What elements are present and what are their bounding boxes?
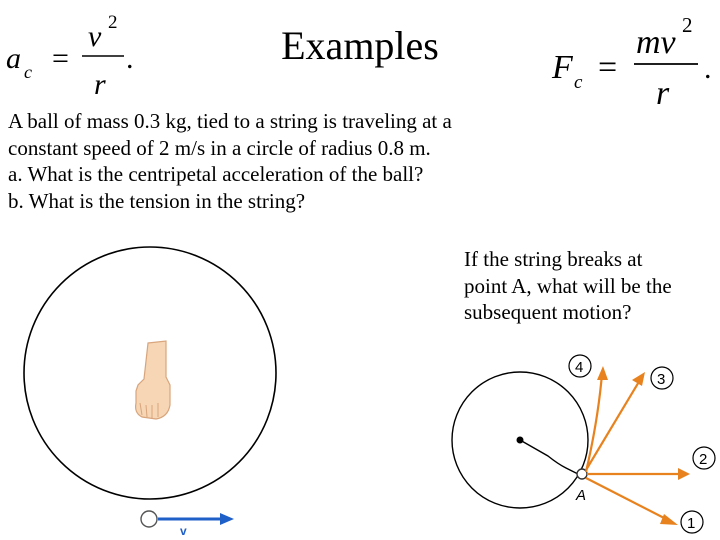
formula-period: . [126, 42, 134, 75]
question-line: If the string breaks at [464, 247, 643, 271]
question-line: subsequent motion? [464, 300, 632, 324]
problem-line: constant speed of 2 m/s in a circle of radius 0.8 m. [8, 135, 431, 160]
point-a-label: A [576, 487, 587, 504]
formula-exponent: 2 [108, 12, 118, 33]
follow-up-question [464, 246, 714, 326]
path-label-3 [651, 367, 673, 389]
problem-line: A ball of mass 0.3 kg, tied to a string is traveling at a [8, 109, 452, 133]
path-label-2-text: 2 [699, 451, 708, 468]
path-label-1-text: 1 [687, 515, 696, 532]
velocity-arrowhead [220, 513, 234, 525]
path-label-1 [681, 511, 703, 533]
path-1-line [586, 478, 668, 520]
formula-subscript: c [24, 62, 32, 82]
circular-motion-figure [20, 245, 320, 538]
path-label-4 [569, 355, 591, 377]
path-1-arrowhead [660, 514, 678, 525]
path-4-arrowhead [597, 366, 608, 380]
path-label-3-text: 3 [657, 371, 666, 388]
formula-symbol: a [6, 42, 21, 75]
formula-symbol: F [552, 49, 573, 86]
hand-icon [136, 341, 170, 419]
formula-exponent: 2 [682, 13, 693, 37]
path-3-line [586, 380, 640, 470]
formula-numerator: mv [636, 24, 676, 61]
formula-subscript: c [574, 72, 583, 93]
question-line: point A, what will be the [464, 273, 672, 298]
path-2-arrowhead [678, 468, 690, 480]
formula-numerator: v [88, 20, 102, 53]
slide-title: Examples [281, 23, 439, 68]
problem-line: a. What is the centripetal acceleration of the ball? [8, 162, 424, 186]
possible-paths [586, 366, 690, 525]
string-break-figure [440, 340, 720, 540]
formula-denominator: r [656, 75, 670, 112]
problem-line: b. What is the tension in the string? [8, 188, 306, 213]
equals-sign: = [52, 42, 69, 75]
velocity-label: v [180, 524, 187, 538]
path-label-4-text: 4 [575, 359, 584, 376]
formula-denominator: r [94, 68, 106, 101]
equals-sign: = [598, 49, 618, 86]
path-3-arrowhead [632, 372, 645, 386]
ball [141, 511, 157, 527]
formula-period: . [704, 52, 712, 85]
problem-statement [8, 108, 548, 214]
path-label-2 [693, 447, 715, 469]
string [520, 440, 578, 474]
